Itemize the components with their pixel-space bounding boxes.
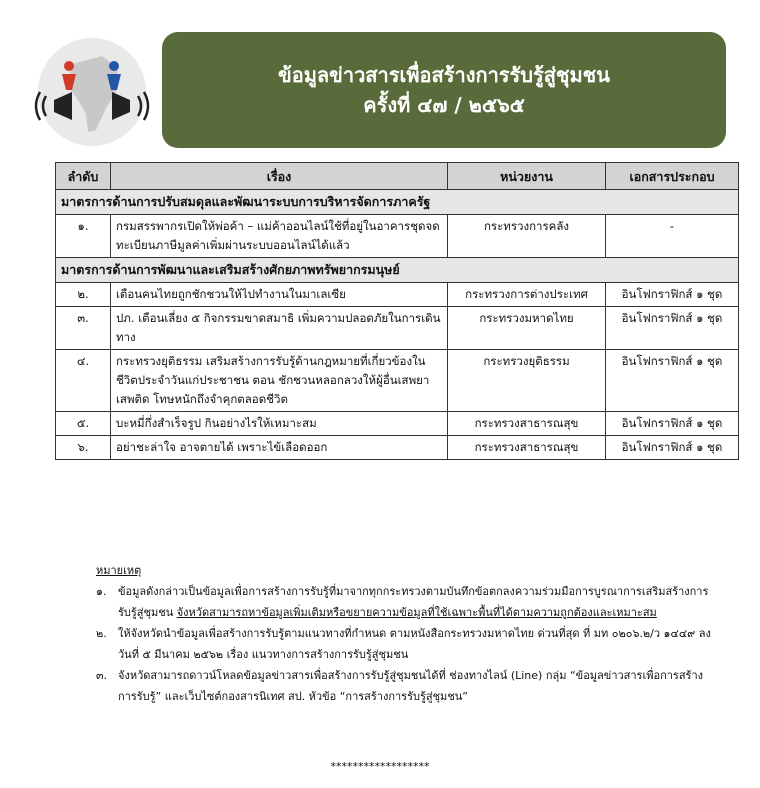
table-row: [56, 307, 739, 350]
row-no: ๑.: [56, 215, 111, 258]
row-topic: ปภ. เตือนเลี่ยง ๕ กิจกรรมขาดสมาธิ เพิ่มความปลอดภัยในการเดินทาง: [111, 307, 448, 350]
row-doc: อินโฟกราฟิกส์ ๑ ชุด: [606, 436, 739, 460]
row-agency: กระทรวงการคลัง: [448, 215, 606, 258]
row-agency: กระทรวงสาธารณสุข: [448, 412, 606, 436]
row-no: ๔.: [56, 350, 111, 412]
section-title: มาตรการด้านการพัฒนาและเสริมสร้างศักยภาพทรัพยากรมนุษย์: [56, 258, 739, 283]
footer-divider: ******************: [330, 760, 430, 773]
table-row: [56, 436, 739, 460]
row-no: ๒.: [56, 283, 111, 307]
note-text-plain: ข้อมูลดังกล่าวเป็นข้อมูลเพื่อการสร้างการรับรู้ที่มาจากทุกกระทรวงตามบันทึกข้อตกลงความร่วมมือการบูรณาการเสริมสร้างการรับรู้สู่ชุมชน: [118, 585, 709, 619]
row-doc: อินโฟกราฟิกส์ ๑ ชุด: [606, 412, 739, 436]
row-agency: กระทรวงมหาดไทย: [448, 307, 606, 350]
row-doc: -: [606, 215, 739, 258]
table-row: [56, 412, 739, 436]
note-text-underlined: จังหวัดสามารถหาข้อมูลเพิ่มเติมหรือขยายความข้อมูลที่ใช้เฉพาะพื้นที่ได้ตามความถูกต้องและเหมาะสม: [176, 606, 657, 619]
row-doc: อินโฟกราฟิกส์ ๑ ชุด: [606, 283, 739, 307]
table-row: [56, 350, 739, 412]
logo: [32, 34, 152, 150]
notes-section: [96, 560, 716, 707]
row-topic: บะหมี่กึ่งสำเร็จรูป กินอย่างไรให้เหมาะสม: [111, 412, 448, 436]
row-doc: อินโฟกราฟิกส์ ๑ ชุด: [606, 307, 739, 350]
row-topic: เตือนคนไทยถูกชักชวนให้ไปทำงานในมาเลเซีย: [111, 283, 448, 307]
note-text: จังหวัดสามารถดาวน์โหลดข้อมูลข่าวสารเพื่อสร้างการรับรู้สู่ชุมชนได้ที่ ช่องทางไลน์ (Line) กลุ่ม “ข้อมูลข่าวสารเพื่อการสร้างการรับรู้” และเว็บไซต์กองสารนิเทศ สป. หัวข้อ “การสร้างการรับรู้สู่ชุมชน”: [118, 669, 703, 703]
col-header-topic: เรื่อง: [111, 163, 448, 190]
section-row: [56, 190, 739, 215]
section-row: [56, 258, 739, 283]
row-agency: กระทรวงสาธารณสุข: [448, 436, 606, 460]
note-item: [96, 623, 716, 665]
note-number: ๑.: [96, 585, 107, 598]
note-number: ๒.: [96, 627, 107, 640]
page-title: ข้อมูลข่าวสารเพื่อสร้างการรับรู้สู่ชุมชน: [278, 63, 610, 87]
row-no: ๕.: [56, 412, 111, 436]
table-header-row: [56, 163, 739, 190]
table-row: [56, 215, 739, 258]
note-number: ๓.: [96, 669, 108, 682]
note-item: [96, 581, 716, 623]
page-subtitle: ครั้งที่ ๔๗ / ๒๕๖๕: [363, 93, 525, 117]
col-header-no: ลำดับ: [56, 163, 111, 190]
col-header-doc: เอกสารประกอบ: [606, 163, 739, 190]
news-table: [55, 162, 739, 460]
row-topic: กรมสรรพากรเปิดให้พ่อค้า – แม่ค้าออนไลน์ใช้ที่อยู่ในอาคารชุดจดทะเบียนภาษีมูลค่าเพิ่มผ่านระบบออนไลน์ได้แล้ว: [111, 215, 448, 258]
col-header-agency: หน่วยงาน: [448, 163, 606, 190]
row-agency: กระทรวงยุติธรรม: [448, 350, 606, 412]
title-banner: [162, 32, 726, 148]
note-item: [96, 665, 716, 707]
row-agency: กระทรวงการต่างประเทศ: [448, 283, 606, 307]
row-no: ๓.: [56, 307, 111, 350]
row-no: ๖.: [56, 436, 111, 460]
note-text: [118, 581, 716, 623]
row-doc: อินโฟกราฟิกส์ ๑ ชุด: [606, 350, 739, 412]
row-topic: กระทรวงยุติธรรม เสริมสร้างการรับรู้ด้านกฎหมายที่เกี่ยวข้องในชีวิตประจำวันแก่ประชาชน ตอน ชักชวนหลอกลวงให้ผู้อื่นเสพยาเสพติด โทษหนักถึงจำคุกตลอดชีวิต: [111, 350, 448, 412]
section-title: มาตรการด้านการปรับสมดุลและพัฒนาระบบการบริหารจัดการภาครัฐ: [56, 190, 739, 215]
table-row: [56, 283, 739, 307]
notes-heading: หมายเหตุ: [96, 564, 142, 577]
note-text: ให้จังหวัดนำข้อมูลเพื่อสร้างการรับรู้ตามแนวทางที่กำหนด ตามหนังสือกระทรวงมหาดไทย ด่วนที่สุด ที่ มท ๐๒๐๖.๒/ว ๑๔๔๙ ลงวันที่ ๕ มีนาคม ๒๕๖๒ เรื่อง แนวทางการสร้างการรับรู้สู่ชุมชน: [118, 627, 711, 661]
row-topic: อย่าชะล่าใจ อาจตายได้ เพราะไข้เลือดออก: [111, 436, 448, 460]
